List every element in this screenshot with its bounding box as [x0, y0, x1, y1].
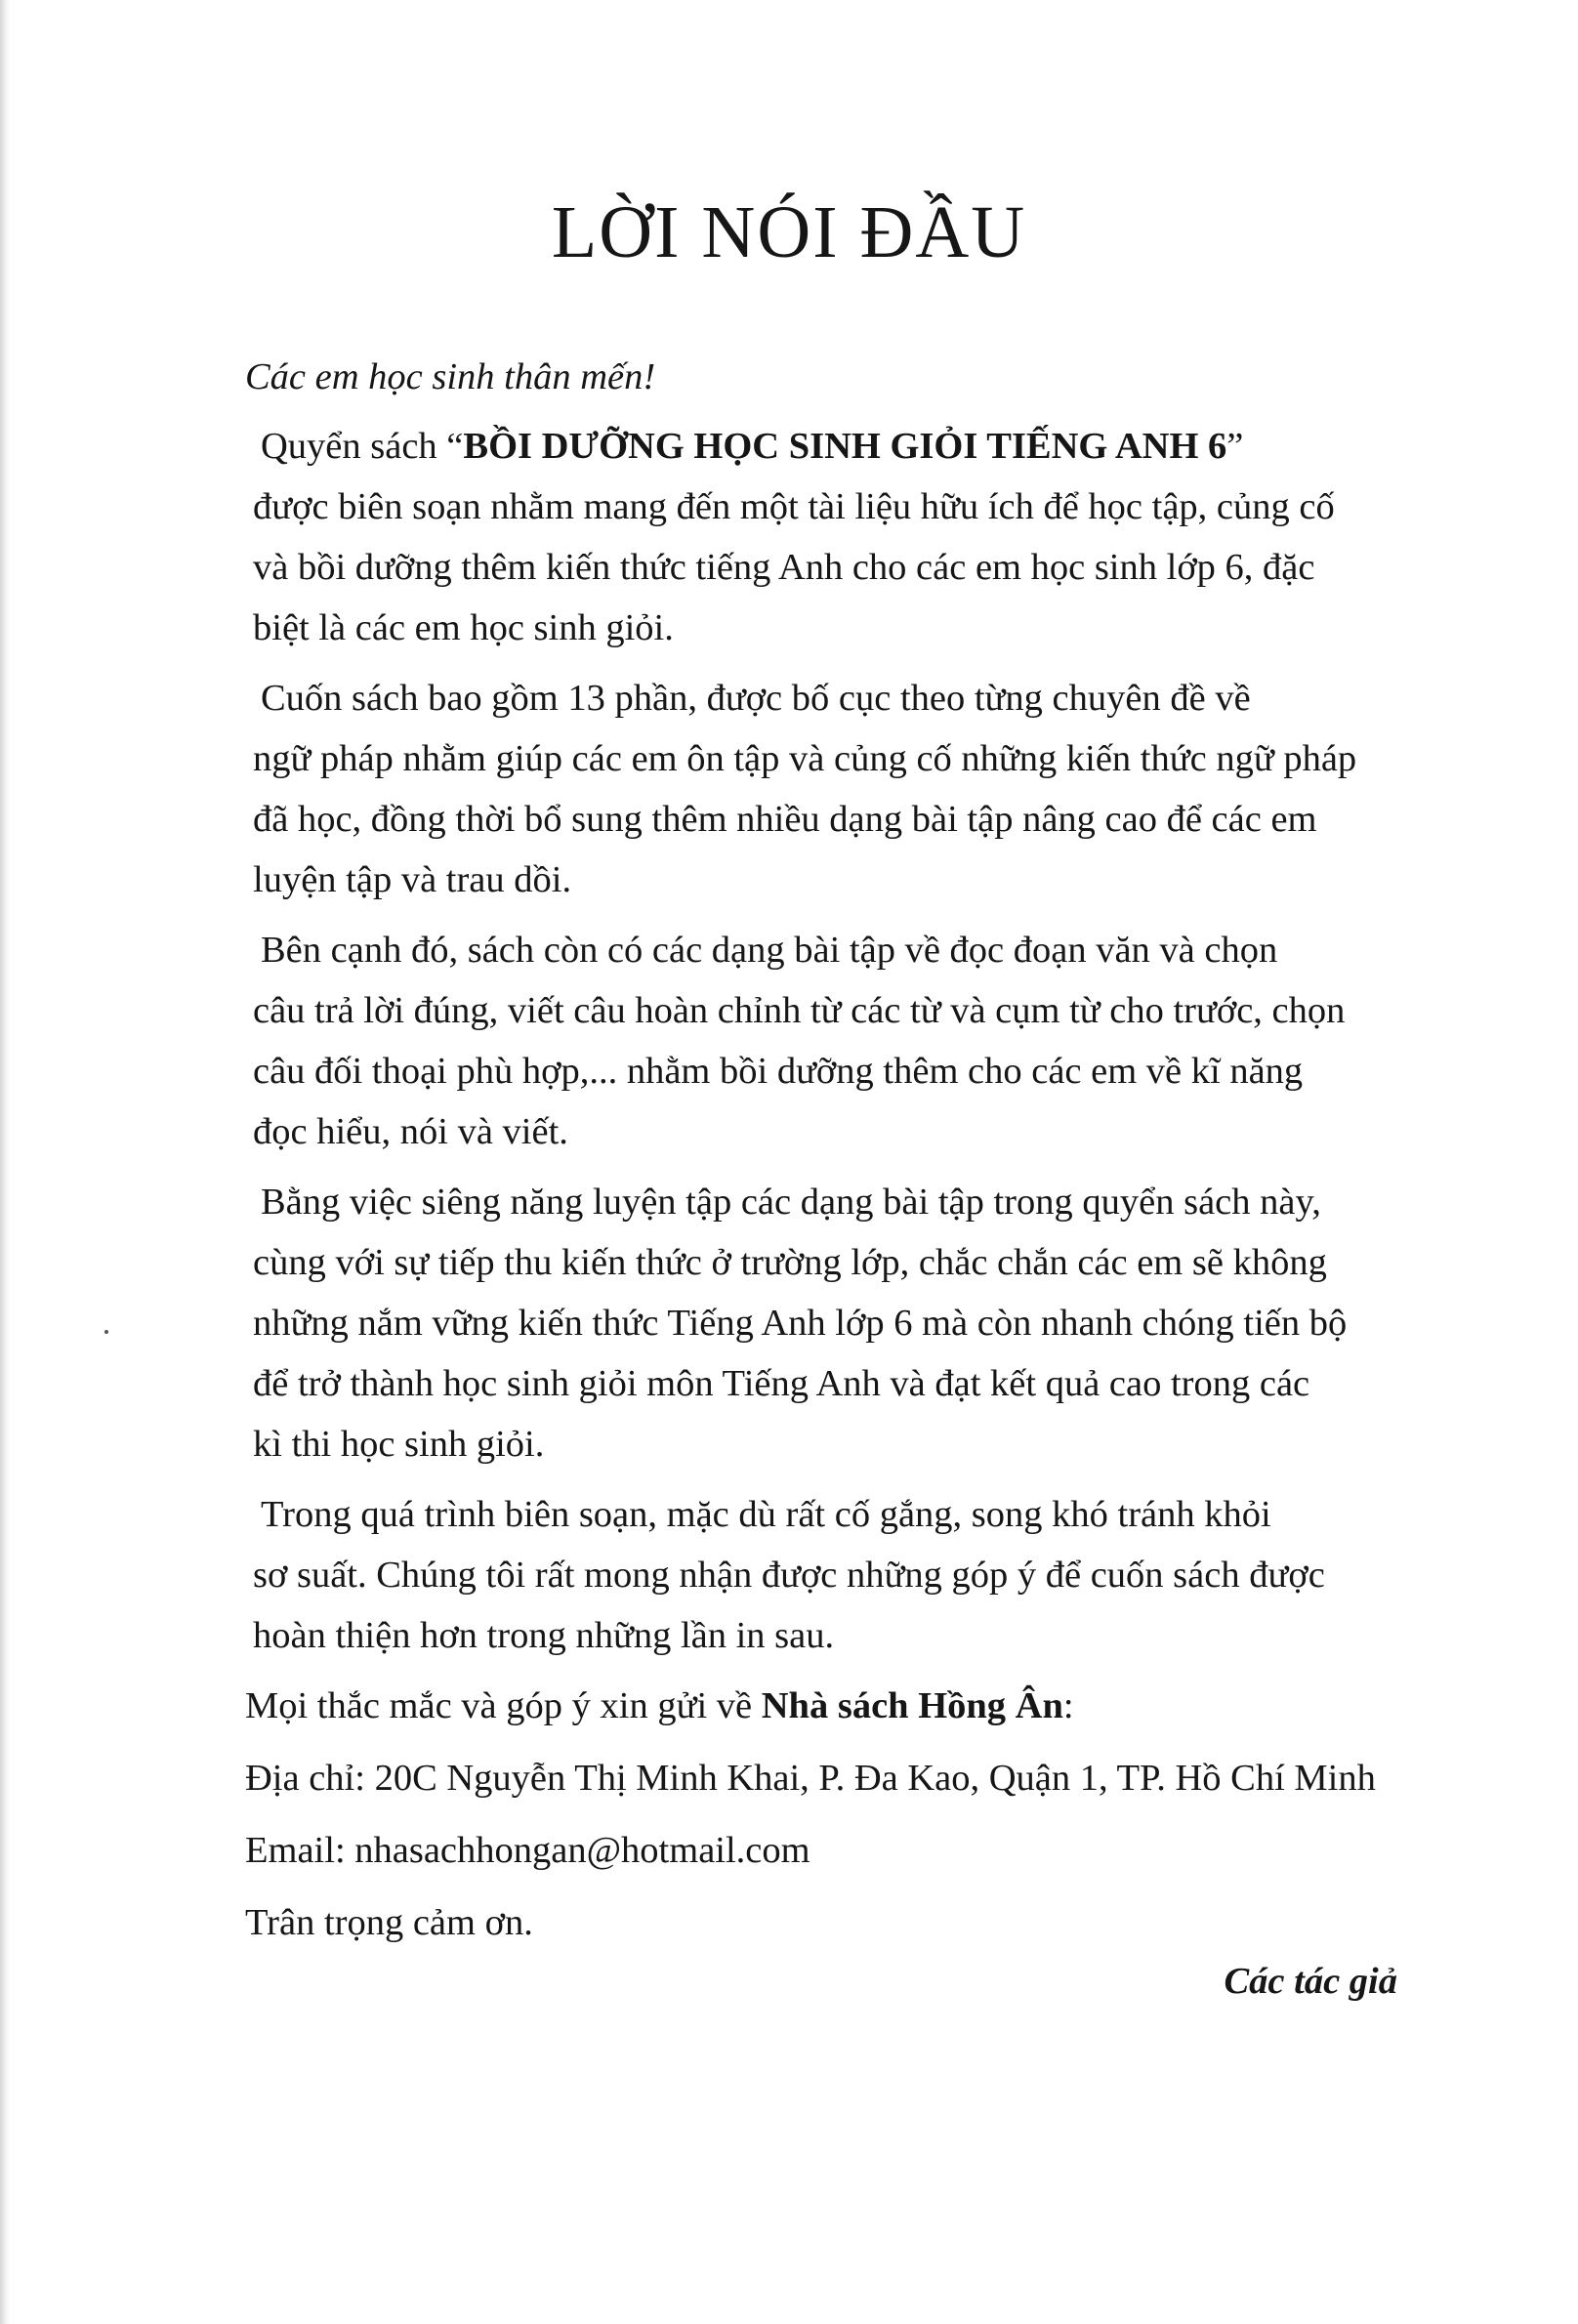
text-line: ngữ pháp nhằm giúp các em ôn tập và củng cố những kiến thức ngữ pháp: [253, 738, 1357, 779]
publisher-name: Nhà sách Hồng Ân: [761, 1685, 1063, 1726]
closing-thanks: Trân trọng cảm ơn.: [245, 1902, 533, 1943]
text-segment: Quyển sách “: [261, 426, 464, 467]
text-line: Bằng việc siêng năng luyện tập các dạng bài tập trong quyển sách này,: [261, 1182, 1321, 1223]
text-line: những nắm vững kiến thức Tiếng Anh lớp 6 mà còn nhanh chóng tiến bộ: [253, 1303, 1348, 1344]
greeting: Các em học sinh thân mến!: [245, 356, 656, 397]
paragraph-exercises: [245, 920, 1397, 1162]
text-line: Bên cạnh đó, sách còn có các dạng bài tập về đọc đoạn văn và chọn: [261, 930, 1278, 971]
page-binding-edge: [0, 0, 10, 2324]
text-line: hoàn thiện hơn trong những lần in sau.: [253, 1615, 835, 1656]
text-line: Trong quá trình biên soạn, mặc dù rất cố gắng, song khó tránh khỏi: [261, 1494, 1271, 1535]
text-line: kì thi học sinh giỏi.: [253, 1424, 545, 1465]
scan-speck: [104, 1330, 108, 1334]
text-line: câu trả lời đúng, viết câu hoàn chỉnh từ các từ và cụm từ cho trước, chọn: [253, 990, 1346, 1031]
text-line: [245, 416, 1397, 477]
text-line: cùng với sự tiếp thu kiến thức ở trường lớp, chắc chắn các em sẽ không: [253, 1242, 1327, 1283]
contact-email: Email: nhasachhongan@hotmail.com: [245, 1830, 810, 1871]
text-line: biệt là các em học sinh giỏi.: [253, 607, 674, 648]
preface-body: [245, 347, 1397, 1965]
text-line: Cuốn sách bao gồm 13 phần, được bố cục theo từng chuyên đề về: [261, 678, 1251, 719]
text-line: câu đối thoại phù hợp,... nhằm bồi dưỡng thêm cho các em về kĩ năng: [253, 1051, 1304, 1092]
text-line: để trở thành học sinh giỏi môn Tiếng Anh và đạt kết quả cao trong các: [253, 1363, 1310, 1404]
text-line: đọc hiểu, nói và viết.: [253, 1111, 568, 1152]
paragraph-intro: [245, 416, 1397, 658]
text-segment: ”: [1226, 426, 1244, 467]
text-line: và bồi dưỡng thêm kiến thức tiếng Anh cho các em học sinh lớp 6, đặc: [253, 547, 1315, 588]
text-line: được biên soạn nhằm mang đến một tài liệu hữu ích để học tập, củng cố: [253, 486, 1335, 527]
page-title: LỜI NÓI ĐẦU: [551, 191, 1027, 273]
text-segment: :: [1062, 1685, 1074, 1726]
signature: Các tác giả: [1224, 1961, 1397, 2002]
text-segment: Mọi thắc mắc và góp ý xin gửi về: [245, 1685, 762, 1726]
text-line: đã học, đồng thời bổ sung thêm nhiều dạng bài tập nâng cao để các em: [253, 799, 1317, 840]
paragraph-structure: [245, 668, 1397, 910]
paragraph-encouragement: [245, 1172, 1397, 1474]
text-line: sơ suất. Chúng tôi rất mong nhận được những góp ý để cuốn sách được: [253, 1555, 1325, 1596]
contact-intro: [245, 1676, 1397, 1736]
contact-address: Địa chỉ: 20C Nguyễn Thị Minh Khai, P. Đa Kao, Quận 1, TP. Hồ Chí Minh: [245, 1758, 1376, 1799]
book-title: BỒI DƯỠNG HỌC SINH GIỎI TIẾNG ANH 6: [463, 426, 1227, 467]
paragraph-feedback: [245, 1484, 1397, 1666]
text-line: luyện tập và trau dồi.: [253, 859, 572, 900]
